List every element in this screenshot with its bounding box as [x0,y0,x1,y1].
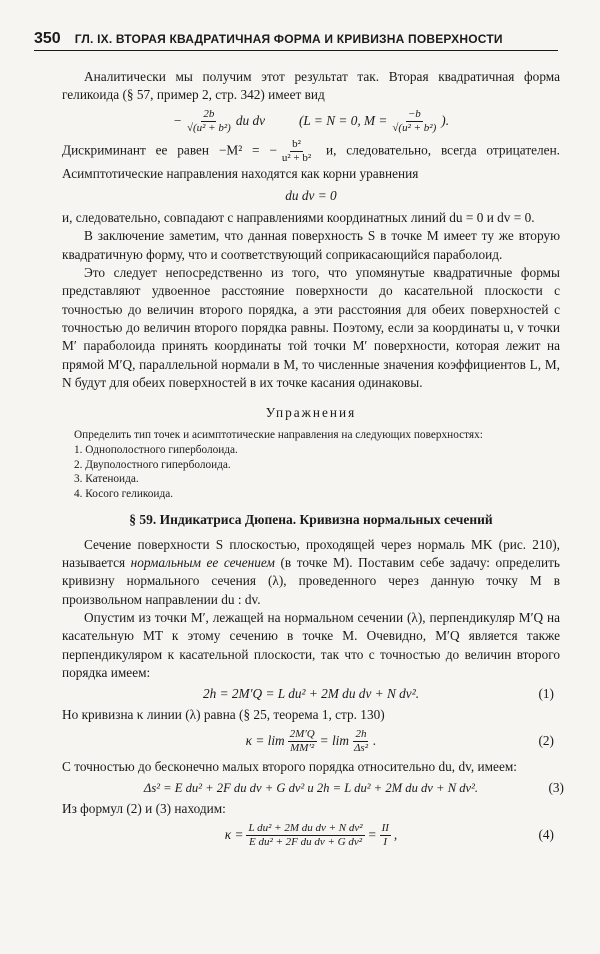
section-heading: § 59. Индикатриса Дюпена. Кривизна нормальных сечений [129,512,493,528]
chapter-title: ГЛ. IX. ВТОРАЯ КВАДРАТИЧНАЯ ФОРМА И КРИВИЗНА ПОВЕРХНОСТИ [74,32,503,46]
paragraph-5: Это следует непосредственно из того, что упомянутые квадратичные формы представляют удвоенное расстояние поверхности до касательной плоскости с точностью до величин второго порядка, а эти расстояния для обеих поверхностей с точностью до величин второго порядка равны. Поэтому, если за координаты u, v точки M′ параболоида принять координаты той точки M′ поверхности, которая лежит на прямой M′Q, параллельной нормали в M, то численные значения коэффициентов L, M, N будут для обеих поверхностей в их точке касания одинаковы. [62,265,560,390]
equation-3: Δs² = E du² + 2F du dv + G dv² и 2h = L du² + 2M du dv + N dv². (3) [62,779,560,797]
fraction: $\frac{2b}{\text{√(u² + b²)}}$ [186,107,231,134]
section-paragraph-5: Из формул (2) и (3) находим: [62,801,226,817]
paragraph-1: Аналитически мы получим этот результат так. Вторая квадратичная форма геликоида (§ 57, пример 2, стр. 342) имеет вид [62,69,560,103]
equation-1: 2h = 2M′Q = L du² + 2M du dv + N dv². (1) [62,685,560,703]
page-number: 350 [34,30,61,47]
paragraph-2: Дискриминант ее равен −M² = − $\frac{\text{b²}}{\text{u² + b²}}$ и, следовательно, всегда отрицателен. Асимптотические направления находятся как корни уравнения [62,137,561,181]
exercise-item: 4. Косого геликоида. [74,487,174,500]
section-paragraph-2: Опустим из точки M′, лежащей на нормальном сечении (λ), перпендикуляр M′Q на касательную MT к этому сечению в точке M. Очевидно, M′Q является также перпендикуляром к касательной плоскости, так что с точностью до величин второго порядка имеем: [62,609,560,680]
exercises-title: Упражнения [265,405,357,421]
equation-number: (3) [548,779,564,795]
equation-number: (2) [538,733,554,749]
paragraph-3: и, следовательно, совпадают с направлениями координатных линий du = 0 и dv = 0. [62,210,535,226]
equation-number: (1) [538,686,554,702]
section-paragraph-3: Но кривизна κ линии (λ) равна (§ 25, теорема 1, стр. 130) [62,707,385,723]
section-paragraph-4: С точностью до бесконечно малых второго порядка относительно du, dv, имеем: [62,758,517,774]
exercise-item: 3. Катеноида. [74,473,139,486]
equation-number: (4) [538,826,554,842]
equation-4: κ = $\frac{\text{L du² + 2M du dv + N dv²}}{\text{E du² + 2F du dv + G dv²}}$ = $\frac{II}{I}$ , (4) [224,821,554,848]
formula-helicoid-form: − $\frac{2b}{\text{√(u² + b²)}}$ du dv (L = N = 0, M = $\frac{-b}{\text{√(u² + b²)}}$ ). [172,107,450,134]
equation-2: κ = lim $\frac{2M'Q}{\text{MM′²}}$ = lim $\frac{2h}{\text{Δs²}}$ . (2) [245,727,554,754]
section-paragraph-1: Сечение поверхности S плоскостью, проходящей через нормаль MK (рис. 210), называется нормальным ее сечением (в точке M). Поставим себе задачу: определить кривизну нормального сечения (λ), проведенного через данную точку M в произвольном направлении du : dv. [62,536,560,607]
page-body [62,68,564,852]
exercise-item: 2. Двуполостного гиперболоида. [74,458,231,471]
formula-dudv: du dv = 0 [285,187,337,203]
paragraph-4: В заключение заметим, что данная поверхность S в точке M имеет ту же вторую квадратичную форму, что и соответствующий соприкасающийся параболоид. [62,228,560,262]
exercise-item: 1. Однополостного гиперболоида. [74,444,238,457]
running-header [34,24,558,51]
exercises-block [62,428,560,501]
fraction: $\frac{-b}{\text{√(u² + b²)}}$ [392,107,437,134]
exercises-intro: Определить тип точек и асимптотические направления на следующих поверхностях: [74,429,483,442]
